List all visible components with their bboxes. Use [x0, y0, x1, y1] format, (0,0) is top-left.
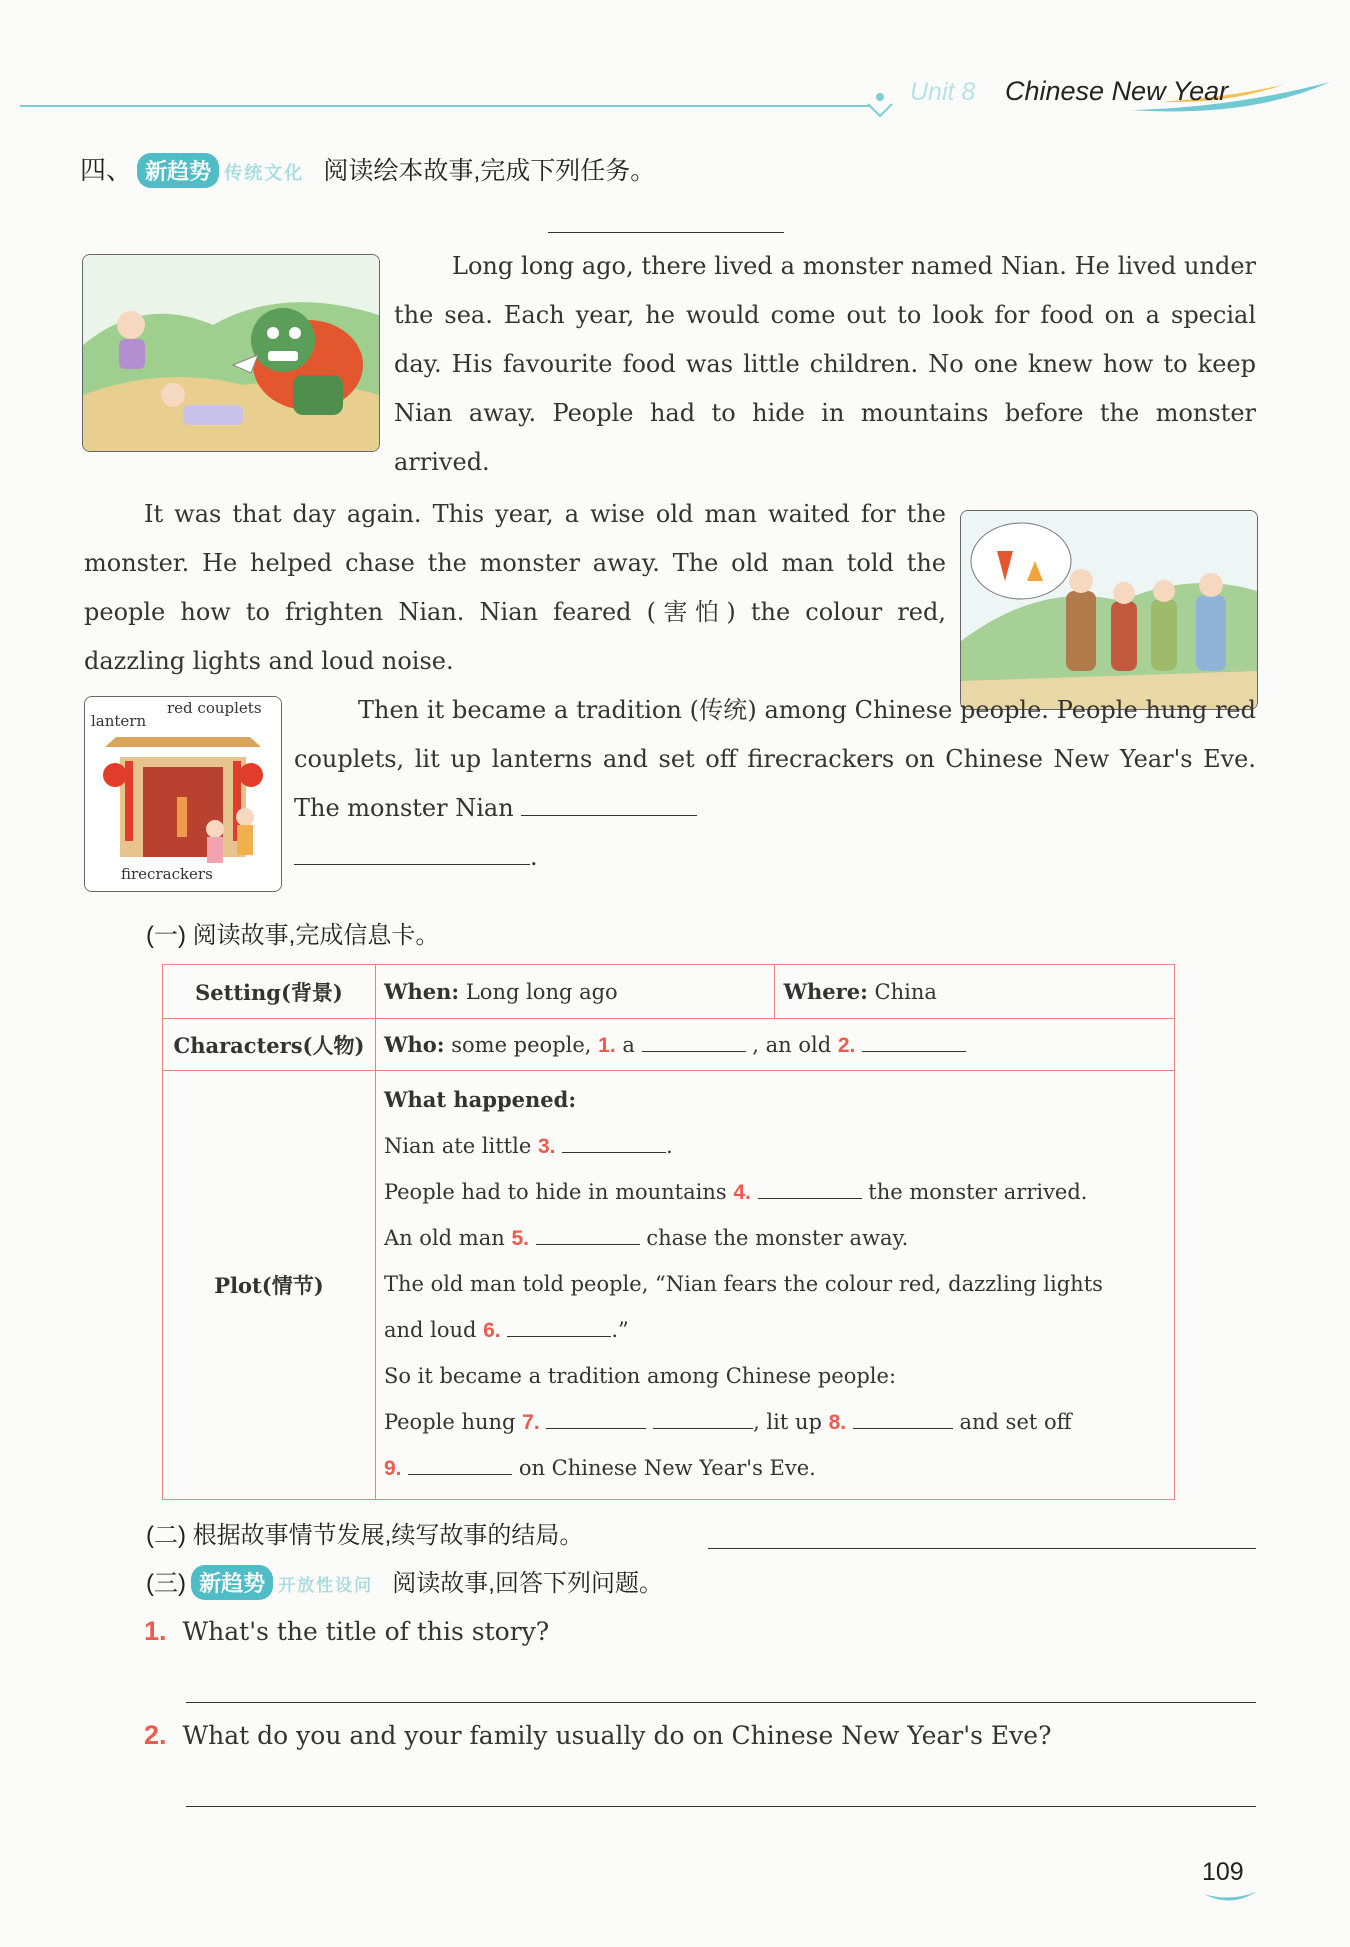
plot-line-7-after: and set off [959, 1410, 1072, 1434]
plot-label: Plot(情节) [214, 1273, 324, 1298]
lantern-left [103, 763, 127, 787]
who-text-1: some people, [451, 1033, 592, 1057]
story-paragraph-1: Long long ago, there lived a monster named Nian. He lived under the sea. Each year, he would come out to look for food on a special day. His favourite food was little children. No one knew how to keep Nian away. People had to hide in mountains before the monster arrived. [394, 252, 1256, 476]
blank-number-4: 4. [733, 1181, 751, 1204]
story-title-blank [548, 232, 784, 233]
where-value: China [874, 980, 937, 1004]
task3-badge-open: 开放性设问 [278, 1576, 374, 1595]
label-lantern: lantern [91, 712, 147, 730]
who-label: Who: [383, 1032, 445, 1057]
plot-line-1-text: Nian ate little [383, 1134, 532, 1158]
paragraph-3-block [294, 686, 1256, 833]
ending-period: . [530, 843, 538, 871]
answer-blank-8[interactable] [853, 1408, 953, 1429]
plot-line-5-after: .” [611, 1318, 629, 1342]
badge-trend: 新趋势 [137, 153, 219, 188]
task2-title: (二) 根据故事情节发展,续写故事的结局。 [146, 1522, 584, 1549]
when-label: When: [383, 979, 460, 1004]
blank-number-3: 3. [537, 1135, 556, 1158]
task3-title: 阅读故事,回答下列问题。 [392, 1570, 663, 1597]
section-heading [80, 150, 655, 186]
question-1 [144, 1616, 549, 1647]
row-characters [163, 1019, 1175, 1071]
answer-blank-2[interactable] [862, 1031, 966, 1052]
blank-number-6: 6. [483, 1319, 501, 1342]
question-1-answer-line[interactable] [186, 1702, 1256, 1703]
characters-label: Characters(人物) [173, 1032, 365, 1058]
plot-line-7-mid: , lit up [753, 1410, 822, 1434]
what-happened-label: What happened: [383, 1087, 577, 1112]
task3-prefix: (三) [146, 1570, 186, 1597]
plot-line-3 [384, 1215, 1166, 1261]
section-number: 四、 [80, 155, 133, 185]
label-red-couplets: red couplets [167, 699, 262, 717]
illustration-old-man [960, 510, 1258, 710]
story-paragraph-2: It was that day again. This year, a wise old man waited for the monster. He helped chase the monster away. The old man told the people how to frighten Nian. Nian feared (害怕) the colour red, dazzling lights and loud noise. [84, 500, 946, 675]
answer-blank-7b[interactable] [653, 1408, 753, 1429]
task2-answer-line[interactable] [708, 1548, 1256, 1549]
plot-line-2-text: People had to hide in mountains [383, 1180, 727, 1204]
answer-blank-3[interactable] [562, 1132, 666, 1153]
answer-blank-5[interactable] [536, 1224, 640, 1245]
ending-blank-2[interactable] [294, 844, 530, 865]
blank-number-2: 2. [837, 1034, 856, 1057]
who-text-2: a [622, 1033, 635, 1057]
plot-line-3-after: chase the monster away. [646, 1226, 909, 1250]
plot-line-5 [384, 1307, 1166, 1353]
row-plot [163, 1071, 1175, 1500]
plot-line-1: Nian ate little 3. . [383, 1134, 673, 1158]
plot-line-7 [384, 1399, 1166, 1445]
blank-number-9: 9. [383, 1457, 402, 1480]
story-paragraph-3-text: Then it became a tradition (传统) among Chinese people. People hung red couplets, lit up lanterns and set off firecrackers on Chinese New Year's Eve. The monster Nian [294, 696, 1256, 822]
plot-line-4-text: The old man told people, “Nian fears the colour red, dazzling lights [383, 1272, 1103, 1296]
plot-line-6-text: So it became a tradition among Chinese people: [383, 1364, 897, 1388]
plot-line-8 [384, 1445, 1166, 1491]
label-firecrackers: firecrackers [121, 865, 213, 883]
where-label: Where: [783, 979, 868, 1004]
when-value: Long long ago [465, 980, 618, 1004]
plot-what-happened [384, 1077, 1166, 1123]
question-2 [144, 1720, 1051, 1751]
story-paragraph-3 [294, 686, 1256, 882]
answer-blank-6[interactable] [507, 1316, 611, 1337]
lantern-right [239, 763, 263, 787]
section-instruction: 阅读绘本故事,完成下列任务。 [323, 157, 656, 185]
plot-line-2 [384, 1169, 1166, 1215]
plot-line-4 [384, 1261, 1166, 1307]
header [0, 0, 1350, 120]
task3-heading [146, 1563, 663, 1599]
question-1-text: What's the title of this story? [182, 1617, 550, 1646]
unit-title: Chinese New Year [1005, 76, 1229, 106]
plot-line-8-after: on Chinese New Year's Eve. [518, 1456, 816, 1480]
plot-line-5-text: and loud [383, 1318, 477, 1342]
blank-number-7: 7. [522, 1411, 540, 1434]
plot-line-7-text: People hung [383, 1410, 516, 1434]
unit-label: Unit 8 [910, 78, 976, 106]
task3-badge-trend: 新趋势 [191, 1565, 273, 1600]
page-number-swoosh [1200, 1888, 1260, 1908]
illustration-monster [82, 254, 380, 452]
question-2-number: 2. [144, 1720, 167, 1750]
answer-blank-1[interactable] [642, 1031, 746, 1052]
badge-culture: 传统文化 [224, 163, 305, 183]
question-2-text: What do you and your family usually do on Chinese New Year's Eve? [182, 1721, 1052, 1750]
who-text-3: , an old [752, 1033, 832, 1057]
illustration-festival [84, 696, 282, 892]
setting-label: Setting(背景) [195, 979, 343, 1005]
answer-blank-9[interactable] [408, 1454, 512, 1475]
question-1-number: 1. [144, 1616, 167, 1646]
question-2-answer-line[interactable] [186, 1806, 1256, 1807]
plot-line-2-after: the monster arrived. [868, 1180, 1088, 1204]
monster-scene-image [83, 255, 379, 451]
blank-number-1: 1. [598, 1034, 616, 1057]
answer-blank-7a[interactable] [546, 1408, 646, 1429]
blank-number-8: 8. [828, 1411, 847, 1434]
blank-number-5: 5. [511, 1227, 529, 1250]
info-card [162, 964, 1175, 1500]
ending-blank-1[interactable] [521, 795, 697, 816]
task1-title: (一) 阅读故事,完成信息卡。 [146, 922, 440, 949]
paragraph-3-end [294, 833, 1256, 882]
row-setting [163, 965, 1175, 1019]
plot-line-3-text: An old man [383, 1226, 505, 1250]
page-number: 109 [1202, 1858, 1244, 1886]
answer-blank-4[interactable] [758, 1178, 862, 1199]
plot-line-6 [384, 1353, 1166, 1399]
old-man-scene-image [961, 511, 1257, 709]
